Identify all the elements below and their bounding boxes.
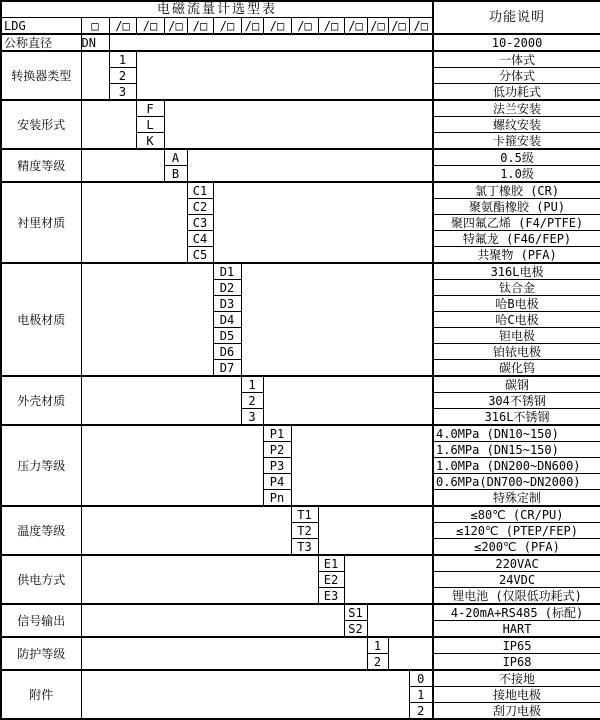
option-row (1, 506, 600, 523)
option-code: 1 (367, 637, 388, 654)
option-code: D7 (213, 360, 241, 377)
option-row (1, 670, 600, 687)
option-desc: 分体式 (433, 68, 600, 84)
model-slot-box: /□ (241, 18, 263, 35)
option-code: E1 (318, 555, 344, 572)
model-slot-box: /□ (263, 18, 291, 35)
spacer-cell (81, 637, 367, 670)
option-desc: 1.0级 (433, 166, 600, 183)
option-row (1, 149, 600, 166)
option-code: 2 (409, 703, 433, 720)
option-desc: 聚四氟乙烯 (F4/PTFE) (433, 215, 600, 231)
option-code: C5 (187, 247, 213, 264)
option-code: F (136, 100, 164, 117)
option-desc: 铂铱电极 (433, 344, 600, 360)
option-code: 2 (109, 68, 136, 84)
option-desc: 碳钢 (433, 376, 600, 393)
option-desc: 聚氨酯橡胶 (PU) (433, 199, 600, 215)
diameter-row (1, 34, 600, 51)
option-code: T3 (291, 539, 318, 556)
model-slot-box: /□ (388, 18, 409, 35)
option-desc: 氯丁橡胶 (CR) (433, 182, 600, 199)
option-desc: IP65 (433, 637, 600, 654)
spacer-cell (388, 637, 433, 670)
option-desc: ≤120℃ (PTEP/FEP) (433, 523, 600, 539)
option-desc: 接地电极 (433, 687, 600, 703)
option-code: D5 (213, 328, 241, 344)
option-code: E2 (318, 572, 344, 588)
option-code: C1 (187, 182, 213, 199)
model-slot-box: /□ (367, 18, 388, 35)
option-code: S1 (344, 604, 367, 621)
model-slot-box: /□ (344, 18, 367, 35)
option-desc: 不接地 (433, 670, 600, 687)
function-column-header: 功能说明 (433, 1, 600, 34)
row-label: 转换器类型 (1, 51, 81, 100)
option-code: L (136, 117, 164, 133)
option-desc: 特殊定制 (433, 490, 600, 507)
option-code: 2 (367, 654, 388, 671)
spacer-cell (81, 555, 318, 604)
model-slot-box: /□ (187, 18, 213, 35)
option-desc: 一体式 (433, 51, 600, 68)
option-code: 0 (409, 670, 433, 687)
option-code: T2 (291, 523, 318, 539)
diameter-desc: 10-2000 (433, 34, 600, 51)
option-row (1, 376, 600, 393)
spacer-cell (109, 34, 433, 51)
spacer-cell (291, 425, 433, 506)
option-desc: 法兰安装 (433, 100, 600, 117)
spacer-cell (81, 506, 291, 555)
option-code: A (164, 149, 187, 166)
option-desc: 共聚物 (PFA) (433, 247, 600, 264)
option-code: 2 (241, 393, 263, 409)
model-slot-box: /□ (318, 18, 344, 35)
option-code: P1 (263, 425, 291, 442)
option-desc: 316L不锈钢 (433, 409, 600, 426)
option-code: B (164, 166, 187, 183)
spacer-cell (367, 604, 433, 637)
option-row (1, 51, 600, 68)
option-desc: 316L电极 (433, 263, 600, 280)
option-desc: 220VAC (433, 555, 600, 572)
option-desc: 0.6MPa(DN700~DN2000) (433, 474, 600, 490)
option-desc: ≤80℃ (CR/PU) (433, 506, 600, 523)
option-desc: 哈B电极 (433, 296, 600, 312)
option-desc: 钛合金 (433, 280, 600, 296)
option-code: P3 (263, 458, 291, 474)
row-label: 衬里材质 (1, 182, 81, 263)
option-code: 1 (109, 51, 136, 68)
option-code: 1 (241, 376, 263, 393)
option-desc: 304不锈钢 (433, 393, 600, 409)
option-row (1, 555, 600, 572)
row-label: 信号输出 (1, 604, 81, 637)
model-first-box: □ (81, 18, 109, 35)
option-code: 3 (241, 409, 263, 426)
page-title: 电磁流量计选型表 (1, 1, 433, 18)
spacer-cell (263, 376, 433, 425)
option-desc: 卡箍安装 (433, 133, 600, 150)
spacer-cell (344, 555, 433, 604)
option-code: 1 (409, 687, 433, 703)
option-desc: 碳化钨 (433, 360, 600, 377)
spacer-cell (81, 100, 136, 149)
option-desc: 4-20mA+RS485 (标配) (433, 604, 600, 621)
model-slot-box: /□ (109, 18, 136, 35)
option-code: T1 (291, 506, 318, 523)
option-code: S2 (344, 621, 367, 638)
spacer-cell (81, 376, 241, 425)
option-code: 3 (109, 84, 136, 101)
option-row (1, 182, 600, 199)
option-row (1, 604, 600, 621)
row-label: 压力等级 (1, 425, 81, 506)
option-desc: 钽电极 (433, 328, 600, 344)
option-row (1, 637, 600, 654)
model-slot-box: /□ (291, 18, 318, 35)
option-row (1, 100, 600, 117)
option-code: C3 (187, 215, 213, 231)
option-desc: 1.6MPa (DN15~150) (433, 442, 600, 458)
option-code: D6 (213, 344, 241, 360)
option-row (1, 263, 600, 280)
row-label: 安装形式 (1, 100, 81, 149)
row-label-diameter: 公称直径 (1, 34, 81, 51)
model-slot-box: /□ (164, 18, 187, 35)
spacer-cell (81, 425, 263, 506)
spacer-cell (187, 149, 433, 182)
model-slot-box: /□ (213, 18, 241, 35)
spacer-cell (318, 506, 433, 555)
option-code: D1 (213, 263, 241, 280)
spacer-cell (81, 604, 344, 637)
row-label: 供电方式 (1, 555, 81, 604)
option-code: D3 (213, 296, 241, 312)
option-code: K (136, 133, 164, 150)
row-label: 外壳材质 (1, 376, 81, 425)
row-label: 电极材质 (1, 263, 81, 376)
model-slot-box: /□ (409, 18, 433, 35)
model-slot-box: /□ (136, 18, 164, 35)
row-label: 附件 (1, 670, 81, 719)
option-desc: 1.0MPa (DN200~DN600) (433, 458, 600, 474)
spacer-cell (81, 263, 213, 376)
option-desc: 特氟龙 (F46/FEP) (433, 231, 600, 247)
option-desc: HART (433, 621, 600, 638)
option-desc: 螺纹安装 (433, 117, 600, 133)
spacer-cell (213, 182, 433, 263)
option-desc: 锂电池 (仅限低功耗式) (433, 588, 600, 605)
option-desc: IP68 (433, 654, 600, 671)
option-desc: 0.5级 (433, 149, 600, 166)
option-code: Pn (263, 490, 291, 507)
model-prefix: LDG (1, 18, 81, 35)
option-desc: 刮刀电极 (433, 703, 600, 720)
option-desc: 低功耗式 (433, 84, 600, 101)
title-row (1, 1, 600, 18)
option-desc: ≤200℃ (PFA) (433, 539, 600, 556)
row-label: 温度等级 (1, 506, 81, 555)
spacer-cell (81, 51, 109, 100)
spacer-cell (136, 51, 433, 100)
option-code: P4 (263, 474, 291, 490)
spacer-cell (81, 670, 409, 719)
spacer-cell (81, 149, 164, 182)
option-desc: 4.0MPa (DN10~150) (433, 425, 600, 442)
option-code: D2 (213, 280, 241, 296)
option-row (1, 425, 600, 442)
option-code: D4 (213, 312, 241, 328)
option-code: C4 (187, 231, 213, 247)
spacer-cell (81, 182, 187, 263)
spacer-cell (164, 100, 433, 149)
diameter-code: DN (81, 34, 109, 51)
row-label: 精度等级 (1, 149, 81, 182)
spacer-cell (241, 263, 433, 376)
option-desc: 24VDC (433, 572, 600, 588)
option-code: P2 (263, 442, 291, 458)
option-desc: 哈C电极 (433, 312, 600, 328)
row-label: 防护等级 (1, 637, 81, 670)
option-code: C2 (187, 199, 213, 215)
option-code: E3 (318, 588, 344, 605)
